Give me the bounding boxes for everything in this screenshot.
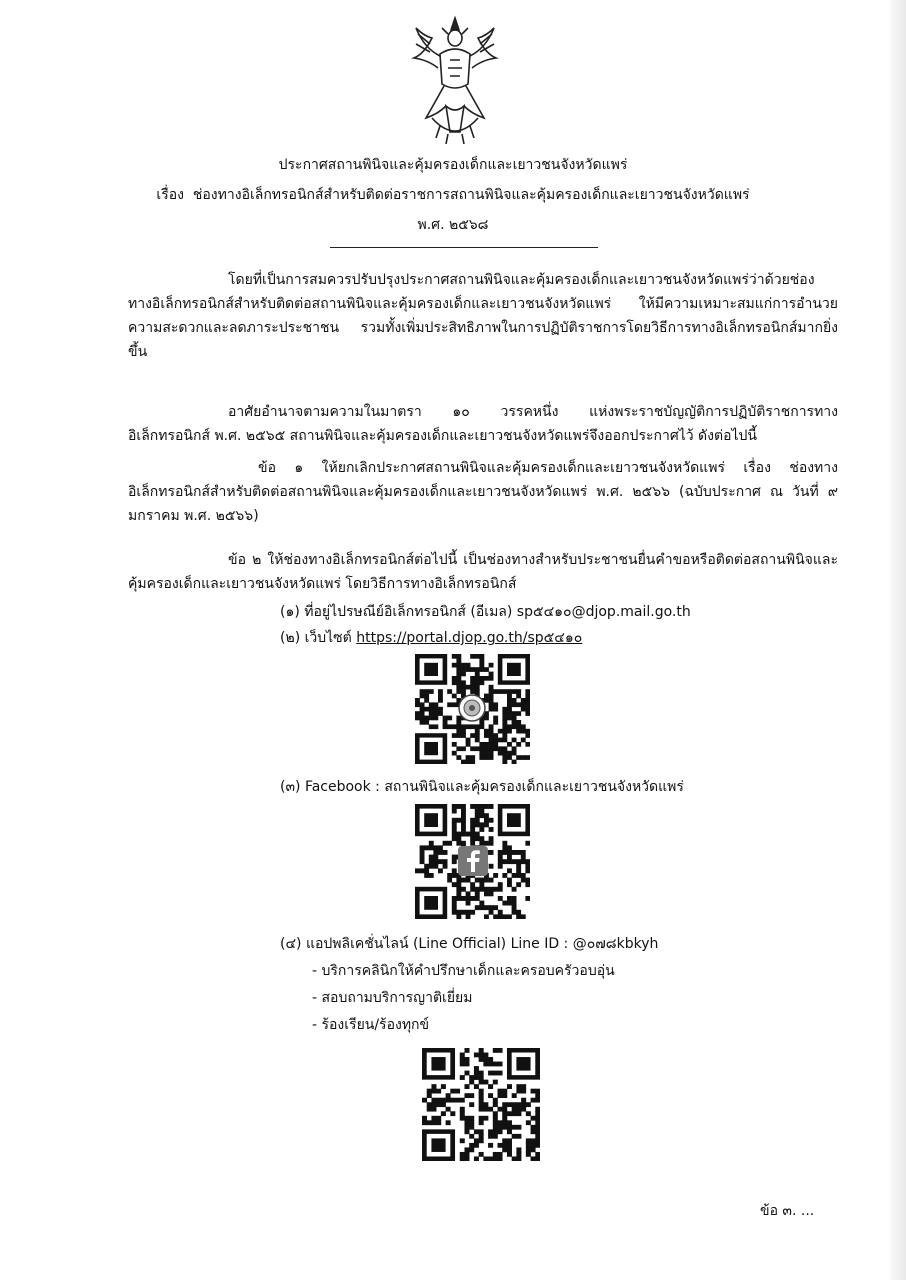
subject-label: เรื่อง — [156, 187, 184, 203]
website-label: (๒) เว็บไซต์ — [280, 630, 352, 646]
channel-email: (๑) ที่อยู่ไปรษณีย์อิเล็กทรอนิกส์ (อีเมล) sp๕๔๑๐@djop.mail.go.th — [280, 604, 691, 620]
line-service-item: - บริการคลินิกให้คำปรึกษาเด็กและครอบครัวอบอุ่น — [312, 963, 615, 979]
paragraph-authority: อาศัยอำนาจตามความในมาตรา ๑๐ วรรคหนึ่ง แห่งพระราชบัญญัติการปฏิบัติราชการทางอิเล็กทรอนิกส์ พ.ศ. ๒๕๖๕ สถานพินิจและคุ้มครองเด็กและเยาวชนจังหวัดแพร่จึงออกประกาศไว้ ดังต่อไปนี้ — [128, 404, 838, 444]
announcement-title: ประกาศสถานพินิจและคุ้มครองเด็กและเยาวชนจังหวัดแพร่ — [278, 157, 628, 173]
announcement-subject — [0, 184, 906, 206]
paragraph-preamble: โดยที่เป็นการสมควรปรับปรุงประกาศสถานพินิจและคุ้มครองเด็กและเยาวชนจังหวัดแพร่ว่าด้วยช่องทางอิเล็กทรอนิกส์สำหรับติดต่อสถานพินิจและคุ้มครองเด็กและเยาวชนจังหวัดแพร่ ให้มีความเหมาะสมแก่การอำนวยความสะดวกและลดภาระประชาชน รวมทั้งเพิ่มประสิทธิภาพในการปฏิบัติราชการโดยวิธีการทางอิเล็กทรอนิกส์มากยิ่งขึ้น — [128, 272, 838, 360]
header-divider — [330, 247, 598, 248]
channel-website — [280, 627, 582, 649]
line-service-item: - สอบถามบริการญาติเยี่ยม — [312, 990, 473, 1006]
channel-facebook: (๓) Facebook : สถานพินิจและคุ้มครองเด็กและเยาวชนจังหวัดแพร่ — [280, 779, 684, 795]
qr-code-icon[interactable] — [422, 1048, 540, 1161]
subject-text: ช่องทางอิเล็กทรอนิกส์สำหรับติดต่อราชการสถานพินิจและคุ้มครองเด็กและเยาวชนจังหวัดแพร่ — [192, 187, 750, 203]
facebook-icon — [458, 846, 488, 876]
line-service-item: - ร้องเรียน/ร้องทุกข์ — [312, 1017, 430, 1033]
continued-marker: ข้อ ๓. ... — [760, 1203, 815, 1219]
channel-line: (๔) แอปพลิเคชั่นไลน์ (Line Official) Line ID : @๐๗๘kbkyh — [280, 936, 659, 952]
garuda-emblem-icon — [410, 14, 500, 146]
djop-logo-icon — [458, 694, 486, 722]
website-link[interactable]: https://portal.djop.go.th/sp๕๔๑๐ — [356, 630, 583, 646]
announcement-year: พ.ศ. ๒๕๖๘ — [417, 217, 489, 233]
paragraph-clause-1: ข้อ ๑ ให้ยกเลิกประกาศสถานพินิจและคุ้มครองเด็กและเยาวชนจังหวัดแพร่ เรื่อง ช่องทางอิเล็กทรอนิกส์สำหรับติดต่อสถานพินิจและคุ้มครองเด็กและเยาวชนจังหวัดแพร่ พ.ศ. ๒๕๖๖ (ฉบับประกาศ ณ วันที่ ๙ มกราคม พ.ศ. ๒๕๖๖) — [128, 460, 838, 524]
paragraph-clause-2: ข้อ ๒ ให้ช่องทางอิเล็กทรอนิกส์ต่อไปนี้ เป็นช่องทางสำหรับประชาชนยื่นคำขอหรือติดต่อสถานพินิจและคุ้มครองเด็กและเยาวชนจังหวัดแพร่ โดยวิธีการทางอิเล็กทรอนิกส์ — [128, 552, 838, 592]
